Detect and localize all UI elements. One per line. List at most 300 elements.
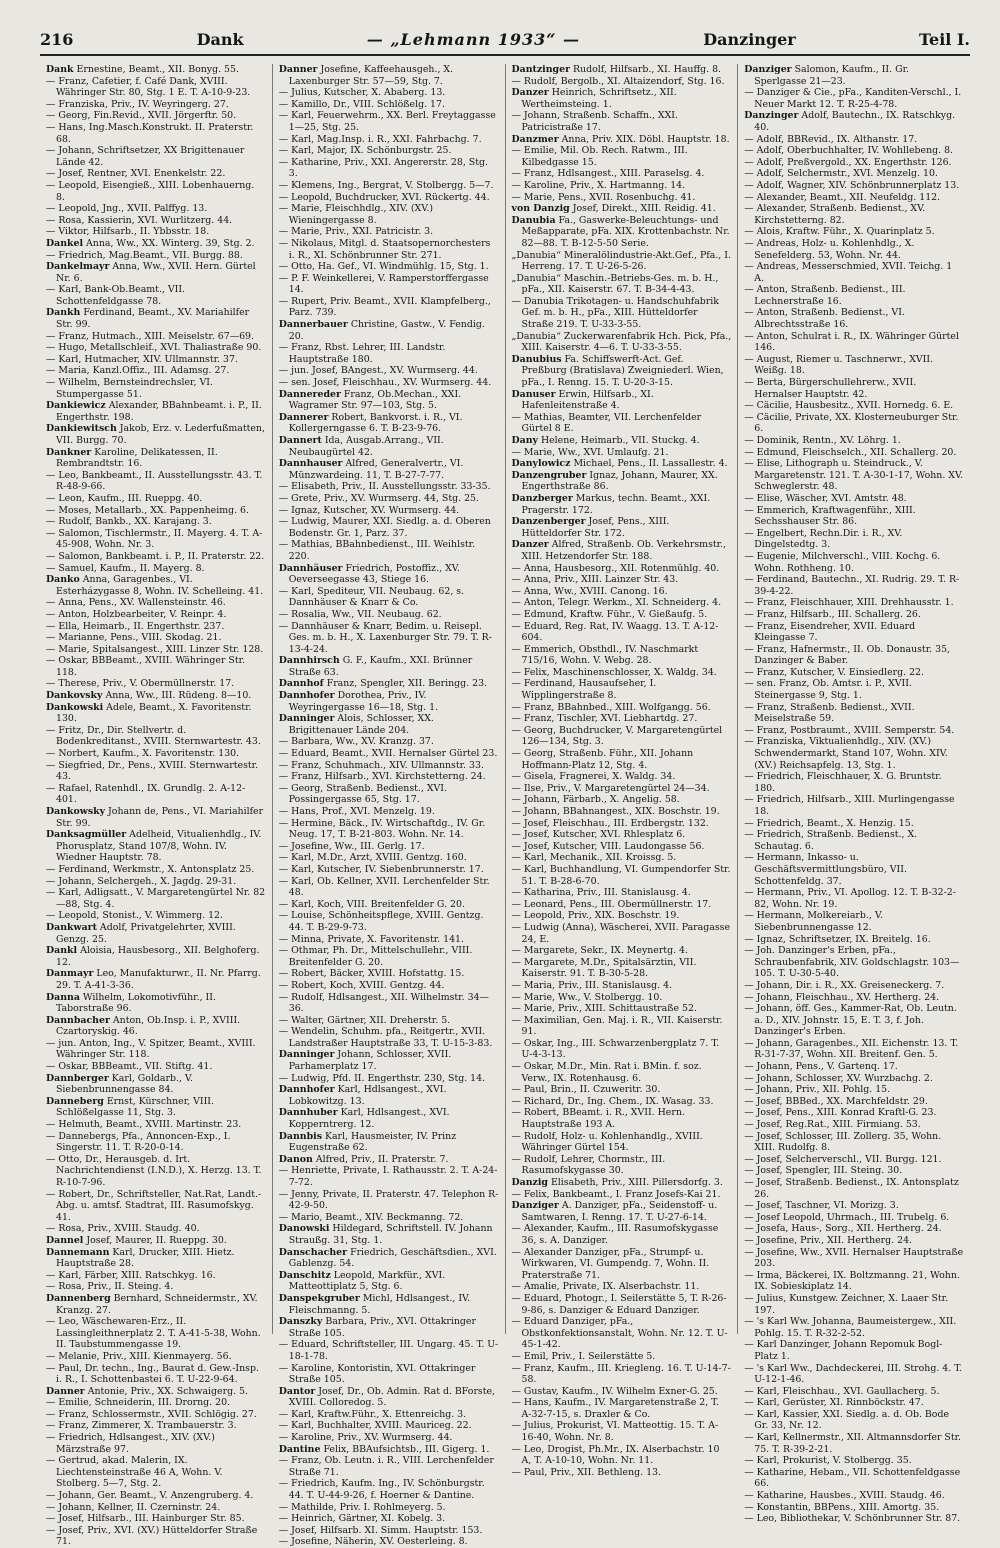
entry-surname: Danziger	[511, 1200, 559, 1212]
directory-entry	[46, 1351, 266, 1363]
entry-details: — Rudolf, Holz- u. Kohlenhandlg., XVIII. Währinger Gürtel 154.	[511, 1130, 703, 1154]
entry-details: — Friedrich, Mag.Beamt., VII. Burgg. 88.	[46, 249, 243, 261]
directory-entry	[279, 157, 499, 180]
entry-details: Alfred, Straßenb. Ob. Verkehrsmstr., XIII. Hetzendorfer Str. 188.	[521, 539, 727, 562]
directory-entry	[46, 215, 266, 227]
directory-entry	[46, 377, 266, 400]
entry-details: — Leopold, Buchdrucker, XVI. Rückertg. 44.	[278, 191, 490, 203]
directory-entry	[744, 945, 964, 980]
directory-entry	[279, 319, 499, 342]
entry-surname: Dannhofer	[278, 690, 335, 702]
directory-entry	[279, 1502, 499, 1514]
entry-surname: Danninger	[278, 713, 335, 725]
directory-entry	[744, 1467, 964, 1490]
entry-details: — Franz, Schlossermstr., XVII. Schlögig. 27.	[46, 1408, 257, 1420]
entry-details: — Franz, Straßenb. Bedienst., XVII. Meiselstraße 59.	[744, 701, 915, 725]
directory-entry	[279, 342, 499, 365]
entry-details: — Danubia Trikotagen- u. Handschuhfabrik Gef. m. b. H., pFa., XIII. Hütteldorfer Straße 219. T. U-33-3-55.	[511, 295, 719, 331]
directory-entry	[279, 481, 499, 493]
entry-surname: Danzinger	[744, 110, 799, 122]
directory-entry	[46, 470, 266, 493]
entry-details: — Viktor, Hilfsarb., II. Ybbsstr. 18.	[46, 226, 210, 238]
entry-details: Adolf, Bautechn., IX. Ratschkyg. 40.	[754, 110, 956, 133]
entry-surname: Danszky	[278, 1316, 323, 1328]
entry-details: — Friedrich, Hilfsarb., XIII. Murlingengasse 18.	[744, 794, 955, 817]
directory-entry	[744, 1131, 964, 1154]
directory-entry	[279, 1084, 499, 1107]
entry-details: — Adolf, Oberbuchhalter, IV. Wohllebeng. 8.	[744, 145, 954, 157]
entry-details: Helene, Heimarb., VII. Stuckg. 4.	[540, 435, 700, 446]
directory-entry	[279, 783, 499, 806]
directory-entry	[512, 76, 732, 88]
directory-entry	[279, 945, 499, 968]
directory-entry	[279, 876, 499, 899]
entry-surname: Dannhuber	[278, 1107, 338, 1119]
entry-details: — Karl, Buchhalter, XVIII. Mauriceg. 22.	[278, 1420, 472, 1432]
directory-entry	[512, 447, 732, 459]
directory-entry	[744, 447, 964, 459]
entry-details: — Eduard Danziger, pFa., Obstkonfektionsanstalt, Wohn. Nr. 12. T. U-45-1-42.	[511, 1316, 728, 1351]
directory-entry	[279, 621, 499, 656]
directory-entry	[279, 1432, 499, 1444]
directory-entry	[512, 910, 732, 922]
directory-entry	[46, 423, 266, 446]
entry-surname: Danspekgruber	[278, 1292, 360, 1304]
entry-details: Anna, Garagenbes., VI. Esterházygasse 8, Wohn. IV. Schelleing. 41.	[56, 574, 264, 597]
entry-surname: Dannbacher	[46, 1014, 110, 1026]
entry-details: — Helmuth, Beamt., XVIII. Martinstr. 23.	[46, 1119, 242, 1131]
entry-details: — Ella, Heimarb., II. Engerthstr. 237.	[46, 620, 225, 632]
entry-surname: Dankner	[46, 446, 92, 458]
directory-entry	[744, 110, 964, 133]
directory-entry	[46, 528, 266, 551]
entry-details: — Samuel, Kaufm., II. Mayerg. 8.	[46, 562, 205, 574]
entry-details: Adele, Beamt., X. Favoritenstr. 130.	[56, 701, 252, 725]
entry-details: — Karl, Kassier, XXI. Siedlg. a. d. Ob. Bode Gr. 33, Nr. 12.	[744, 1408, 949, 1432]
directory-entry	[279, 1444, 499, 1456]
directory-entry	[512, 539, 732, 562]
entry-details: Dorothea, Priv., IV. Weyringergasse 16—18, Stg. 1.	[288, 690, 439, 713]
entry-details: — Josef, Hilfsarb., III. Hainburger Str. 85.	[46, 1513, 245, 1525]
directory-entry	[279, 864, 499, 876]
directory-entry	[46, 168, 266, 180]
entry-details: Rudolf, Hilfsarb., XI. Hauffg. 8.	[573, 64, 722, 75]
directory-entry	[512, 1038, 732, 1061]
entry-details: Anna, Ww., XX. Winterg. 39, Stg. 2.	[86, 237, 255, 249]
directory-entry	[512, 992, 732, 1004]
header-left-word: Dank	[196, 29, 244, 49]
entry-details: — Josef, Kutscher, XVI. Rhlesplatz 6.	[511, 829, 686, 841]
directory-entry	[279, 1212, 499, 1224]
entry-details: — Johann, Färbarb., X. Angelig. 58.	[511, 794, 680, 806]
entry-surname: Dantzinger	[511, 64, 571, 75]
entry-details: — Ferdinand, Bautechn., XI. Rudrig. 29. T. R-39-4-22.	[744, 574, 960, 597]
entry-details: — Siegfried, Dr., Pens., XVIII. Sternwartestr. 43.	[46, 759, 259, 783]
entry-details: — Leopold, Stonist., V. Wimmerg. 12.	[46, 910, 224, 922]
directory-entry	[744, 597, 964, 609]
directory-entry	[512, 1351, 732, 1363]
directory-entry	[46, 725, 266, 748]
directory-entry	[279, 1015, 499, 1027]
entry-surname: Dannberger	[46, 1072, 109, 1084]
entry-details: — Franz, Tischler, XVI. Liebhartdg. 27.	[511, 713, 698, 725]
entry-details: — Emilie, Mil. Ob. Rech. Ratwm., III. Kilbedgasse 15.	[511, 145, 688, 168]
entry-details: — Karl, Spediteur, VII. Neubaug. 62, s. Dannhäuser & Knarr & Co.	[278, 585, 465, 609]
entry-details: — Anton, Straßenb. Bedienst., III. Lechnerstraße 16.	[744, 284, 906, 307]
entry-details: — Rafael, Ratenhdl., IX. Grundlg. 2. A-12-401.	[46, 782, 246, 806]
entry-details: — Georg, Straßenb. Führ., XII. Johann Hoffmann-Platz 12, Stg. 4.	[511, 748, 694, 771]
directory-entry	[744, 1270, 964, 1293]
directory-entry	[744, 829, 964, 852]
directory-entry	[46, 1015, 266, 1038]
entry-details: — Oskar, M.Dr., Min. Rat i. BMin. f. soz. Verw., IX. Rotenhausg. 6.	[511, 1061, 702, 1084]
entry-details: Franz, Ob.Mechan., XXI. Wagramer Str. 97—103, Stg. 5.	[288, 388, 462, 412]
entry-details: — jun. Josef, BAngest., XV. Wurmserg. 44.	[278, 365, 478, 377]
entry-details: — Ferdinand, Werkmstr., X. Antonsplatz 25.	[46, 863, 255, 875]
entry-details: — Johann, Straßenb. Schaffn., XXI. Patricistraße 17.	[511, 110, 678, 133]
directory-entry	[279, 980, 499, 992]
entry-details: Aloisia, Hausbesorg., XII. Belghoferg. 12.	[56, 945, 260, 968]
entry-details: — Josef, Taschner, VI. Morizg. 3.	[744, 1200, 899, 1212]
directory-entry	[46, 887, 266, 910]
directory-entry	[744, 87, 964, 110]
entry-details: — Cäcilie, Hausbesitz., XVII. Hornedg. 6. E.	[744, 400, 954, 412]
entry-details: Josef, Dr., Ob. Admin. Rat d. BForste, XVIII. Colloredog. 5.	[288, 1385, 496, 1409]
entry-details: — Barbara, Ww., XV. Kranzg. 37.	[278, 736, 434, 748]
directory-entry	[512, 435, 732, 447]
entry-surname: Dannhofer	[278, 1084, 335, 1096]
entry-surname: Danzig	[511, 1177, 548, 1188]
directory-entry	[512, 609, 732, 621]
entry-details: — Franz, Hdlsangest., XIII. Paraselsg. 4.	[511, 168, 705, 180]
entry-details: — Josef, Selcherverschl., VII. Burgg. 121.	[744, 1153, 942, 1165]
directory-entry	[744, 180, 964, 192]
directory-entry	[744, 725, 964, 737]
directory-entry	[279, 1131, 499, 1154]
entry-details: — Marie, Priv., XIII. Schittaustraße 52.	[511, 1003, 697, 1015]
directory-entry	[279, 1223, 499, 1246]
entry-details: — Marie, Ww., XVI. Umlaufg. 21.	[511, 446, 669, 458]
directory-entry	[744, 910, 964, 933]
entry-details: — Josef, Rentner, XVI. Enenkelstr. 22.	[46, 168, 226, 180]
directory-entry	[46, 505, 266, 517]
entry-details: — Johann, Fleischhau., XV. Hertherg. 24.	[744, 991, 940, 1003]
entry-details: — Franz, Hafnermstr., II. Ob. Donaustr. 35, Danzinger & Baber.	[744, 643, 951, 667]
directory-entry	[279, 1189, 499, 1212]
entry-details: Antonie, Priv., XX. Schwaigerg. 5.	[87, 1385, 248, 1397]
directory-entry	[279, 1270, 499, 1293]
directory-entry	[512, 1467, 732, 1479]
entry-details: — Franz, Hilfsarb., III. Schallerg. 26.	[744, 608, 921, 620]
directory-entry	[512, 192, 732, 204]
directory-entry	[46, 644, 266, 656]
entry-details: — Ilse, Priv., V. Margaretengürtel 24—34.	[511, 782, 710, 794]
directory-entry	[744, 1107, 964, 1119]
directory-entry	[512, 1247, 732, 1282]
entry-details: — Marie, Fleischhdlg., XIV. (XV.) Wieningergasse 8.	[278, 203, 433, 226]
directory-entry	[512, 145, 732, 168]
entry-details: Ernst, Kürschner, VIII. Schlößelgasse 11, Stg. 3.	[56, 1095, 214, 1119]
directory-entry	[46, 1073, 266, 1096]
entry-details: — Louise, Schönheitspflege, XVIII. Gentzg. 44. T. B-29-9-73.	[278, 910, 484, 933]
entry-details: — Karl, Prokurist, V. Stolbergg. 35.	[744, 1455, 912, 1467]
entry-details: — Leopold, Jng., XVII. Palffyg. 13.	[46, 203, 208, 215]
entry-details: — Johann, Schlosser, XV. Wurzbachg. 2.	[744, 1072, 933, 1084]
directory-entry	[744, 145, 964, 157]
directory-entry	[512, 864, 732, 887]
entry-details: — Kamillo, Dr., VIII. Schlößelg. 17.	[278, 98, 445, 110]
entry-surname: Dannereder	[278, 388, 341, 400]
directory-entry	[744, 505, 964, 528]
directory-entry	[46, 1119, 266, 1131]
entry-details: — Henriette, Private, I. Rathausstr. 2. T. A-24-7-72.	[278, 1165, 498, 1188]
directory-entry	[46, 331, 266, 343]
entry-details: — Karl, Kellnermstr., XII. Altmannsdorfer Str. 75. T. R-39-2-21.	[744, 1432, 962, 1455]
directory-entry	[46, 783, 266, 806]
directory-entry	[46, 574, 266, 597]
directory-column	[506, 64, 739, 1478]
entry-details: Johann, Schlosser, XVII. Parhamerplatz 17.	[288, 1049, 452, 1073]
entry-details: Karl, Hdlsangest., XVI. Kopperntrerg. 12.	[288, 1107, 450, 1131]
entry-surname: Dankh	[46, 307, 81, 319]
entry-details: — Moses, Metallarb., XX. Pappenheimg. 6.	[46, 504, 249, 516]
entry-details: Ignaz, Johann, Maurer, XX. Engerthstraße 86.	[521, 469, 718, 493]
directory-entry	[279, 493, 499, 505]
directory-entry	[46, 1096, 266, 1119]
entry-details: — Josefine, Priv., XII. Hertherg. 24.	[744, 1234, 913, 1246]
directory-entry	[512, 899, 732, 911]
directory-entry	[46, 447, 266, 470]
entry-details: — Josef, Schlosser, III. Zollerg. 35, Wohn. XIII. Rudolfg. 8.	[744, 1130, 942, 1154]
entry-surname: Dankwart	[46, 921, 97, 933]
directory-entry	[744, 609, 964, 621]
directory-entry	[46, 1420, 266, 1432]
directory-entry	[46, 864, 266, 876]
entry-details: — Gisela, Fragnerei, X. Waldg. 34.	[511, 771, 676, 783]
directory-entry	[744, 1386, 964, 1398]
directory-entry	[512, 922, 732, 945]
entry-details: Michael, Pens., II. Lassallestr. 4.	[573, 458, 728, 470]
entry-details: — Edmund, Kraftw. Führ., V. Gießaufg. 5.	[511, 608, 708, 620]
directory-entry	[512, 771, 732, 783]
entry-details: — Oskar, BBBeamt., XVIII. Währinger Str. 118.	[46, 655, 246, 678]
directory-entry	[512, 1131, 732, 1154]
directory-entry	[744, 678, 964, 701]
entry-surname: Dany	[511, 435, 538, 446]
entry-details: — Ludwig, Pfd. II. Engerthstr. 230, Stg. 14.	[278, 1072, 486, 1084]
entry-surname: Danzmer	[511, 133, 559, 145]
directory-entry	[279, 806, 499, 818]
directory-entry	[46, 992, 266, 1015]
directory-entry	[279, 1154, 499, 1166]
directory-entry	[512, 1397, 732, 1420]
directory-entry	[279, 713, 499, 736]
entry-surname: Dannhauser	[278, 458, 343, 470]
entry-details: — Hans, Ing.Masch.Konstrukt. II. Praterstr. 68.	[46, 121, 254, 145]
entry-details: Hildegard, Schriftstell. IV. Johann Straußg. 31, Stg. 1.	[288, 1223, 493, 1246]
directory-entry	[46, 516, 266, 528]
directory-entry	[744, 621, 964, 644]
entry-details: — Friedrich, Fleischhauer, X. G. Bruntstr. 180.	[744, 771, 942, 794]
directory-entry	[744, 644, 964, 667]
entry-surname: Dankelmayr	[46, 261, 110, 273]
directory-entry	[512, 1293, 732, 1316]
directory-entry	[46, 910, 266, 922]
entry-details: — Maria, Priv., III. Stanislausg. 4.	[511, 979, 673, 991]
directory-entry	[512, 783, 732, 795]
entry-details: — Gustav, Kaufm., IV. Wilhelm Exner-G. 25.	[511, 1385, 718, 1397]
entry-details: — Therese, Priv., V. Obermüllnerstr. 17.	[46, 678, 235, 690]
entry-details: — Robert, Koch, XVIII. Gentzg. 44.	[278, 979, 445, 991]
entry-details: — Karl, Gerüster, XI. Rinnböckstr. 47.	[744, 1397, 924, 1409]
entry-details: — Konstantin, BBPens., XIII. Amortg. 35.	[744, 1501, 940, 1513]
entry-details: — Grete, Priv., XV. Wurmserg. 44, Stg. 25.	[278, 492, 479, 504]
entry-details: — Karl, Bank-Ob.Beamt., VII. Schottenfeldgasse 78.	[46, 284, 186, 307]
directory-entry	[744, 992, 964, 1004]
entry-details: — Fritz, Dr., Dir. Stellvertr. d. Bodenkreditanst., XVIII. Sternwartestr. 43.	[46, 724, 261, 748]
directory-entry	[744, 702, 964, 725]
entry-details: — Karl, Färber, XIII. Ratschkyg. 16.	[46, 1269, 216, 1281]
directory-entry	[512, 563, 732, 575]
entry-details: — Otto, Ha. Gef., VI. Windmühlg. 15, Stg. 1.	[278, 261, 489, 273]
directory-entry	[46, 678, 266, 690]
entry-details: Karoline, Delikatessen, II. Rembrandtstr. 16.	[56, 446, 218, 470]
directory-entry	[512, 1316, 732, 1351]
directory-column	[40, 64, 273, 1548]
directory-entry	[46, 621, 266, 633]
entry-details: — Mathias, BBahnbedienst., III. Weihlstr. 220.	[278, 539, 476, 562]
directory-entry	[744, 794, 964, 817]
directory-entry	[279, 261, 499, 273]
directory-entry	[744, 1073, 964, 1085]
entry-details: — Eduard, Photogr., I. Seilerstätte 5, T. R-26-9-86, s. Danziger & Eduard Danziger.	[511, 1292, 727, 1316]
entry-details: — Josef, Reg.Rat., XIII. Firmiang. 53.	[744, 1119, 921, 1131]
directory-entry	[512, 1363, 732, 1386]
entry-details: — Alexander, Kaufm., III. Rasumofskygasse 36, s. A. Danziger.	[511, 1223, 719, 1246]
entry-details: — Margarete, Sekr., IX. Meynertg. 4.	[511, 945, 688, 957]
entry-surname: Dannhirsch	[278, 655, 340, 667]
entry-details: Karl, Hausmeister, IV. Prinz Eugenstraße 62.	[288, 1130, 457, 1154]
entry-details: — Leopold, Priv., XIX. Boschstr. 19.	[511, 910, 680, 922]
directory-entry	[279, 365, 499, 377]
directory-entry	[46, 702, 266, 725]
entry-details: — Alexander, Straßenb. Bedienst., XV. Kirchstetterng. 82.	[744, 203, 926, 226]
page-header	[40, 28, 970, 56]
entry-details: — Leo, Wäschewaren-Erz., II. Lassingleithnerplatz 2. T. A-41-5-38, Wohn. II. Taubstummengasse 19.	[46, 1316, 261, 1351]
entry-details: — Franziska, Priv., IV. Weyringerg. 27.	[46, 98, 229, 110]
entry-details: — Paul, Dr. techn., Ing., Baurat d. Gew.-Insp. i. R., I. Schottenbastei 6. T. U-22-9-64.	[46, 1362, 259, 1386]
directory-entry	[512, 110, 732, 133]
directory-entry	[744, 307, 964, 330]
directory-entry	[744, 1084, 964, 1096]
entry-details: — Ignaz, Kutscher, XV. Wurmserg. 44.	[278, 504, 460, 516]
entry-details: — Franz, Hutmach., XIII. Meiselstr. 67—69.	[46, 330, 255, 342]
entry-details: — Friedrich, Straßenb. Bedienst., X. Schautag. 6.	[744, 829, 918, 852]
entry-details: Adelheid, Vitualienhdlg., IV. Phorusplatz, Stand 107/8, Wohn. IV. Wiedner Hauptstr. 78.	[56, 829, 262, 864]
entry-details: — Friedrich, Beamt., X. Henzig. 15.	[744, 817, 914, 829]
entry-details: — Johann, Selchergeh., X. Jagdg. 29-31.	[46, 875, 237, 887]
entry-details: — Gertrud, akad. Malerin, IX. Liechtensteinstraße 46 A, Wohn. V. Stolberg. 5—7, Stg. 2.	[46, 1455, 223, 1490]
entry-details: — Rudolf, Hdlsangest., XII. Wilhelmstr. 34—36.	[278, 991, 489, 1015]
directory-entry	[512, 180, 732, 192]
directory-entry	[512, 203, 732, 215]
directory-entry	[512, 945, 732, 957]
directory-entry	[279, 458, 499, 481]
entry-details: — Klemens, Ing., Bergrat, V. Stolbergg. 5—7.	[278, 179, 494, 191]
entry-details: Friedrich, Geschäftsdien., XVI. Gablenzg. 54.	[288, 1246, 497, 1270]
directory-entry	[744, 1432, 964, 1455]
entry-details: — Adolf, Wagner, XIV. Schönbrunnerplatz 13.	[744, 179, 960, 191]
entry-details: — Leo, Bibliothekar, V. Schönbrunner Str. 87.	[744, 1513, 961, 1525]
directory-entry	[46, 1386, 266, 1398]
directory-entry	[46, 238, 266, 250]
directory-entry	[279, 134, 499, 146]
directory-entry	[46, 110, 266, 122]
entry-details: — Elise, Wäscher, XVI. Amtstr. 48.	[744, 492, 907, 504]
entry-details: — Franz, Kaufm., III. Kriegleng. 16. T. U-14-7-58.	[511, 1362, 731, 1386]
entry-details: — Josef, Spengler, III. Steing. 30.	[744, 1165, 903, 1177]
entry-surname: Danylowicz	[511, 458, 571, 470]
entry-details: — Irma, Bäckerei, IX. Boltzmanng. 21, Wohn. IX. Sobieskiplatz 14.	[744, 1269, 960, 1293]
entry-details: Alfred, Priv., II. Praterstr. 7.	[315, 1153, 449, 1165]
directory-entry	[46, 1038, 266, 1061]
directory-entry	[46, 307, 266, 330]
entry-details: — Salomon, Bankbeamt. i. P., II. Praterstr. 22.	[46, 550, 265, 562]
directory-entry	[279, 180, 499, 192]
entry-details: Wilhelm, Lokomotivführ., II. Taborstraße 96.	[56, 991, 216, 1015]
entry-surname: Danna	[46, 991, 80, 1003]
entry-details: — Julius, Prokurist, VI. Matteottig. 15. T. A-16-40, Wohn. Nr. 8.	[511, 1420, 719, 1444]
entry-details: Fa. Schiffswerft-Act. Gef. Preßburg (Bratislava) Zweigniederl. Wien, pFa., I. Renng. 15. T. U-20-3-15.	[521, 353, 724, 389]
entry-details: — Elisabeth, Priv., II. Ausstellungsstr. 33-35.	[278, 481, 491, 493]
directory-entry	[744, 1061, 964, 1073]
entry-details: — jun. Anton, Ing., V. Spitzer, Beamt., XVIII. Währinger Str. 118.	[46, 1037, 256, 1061]
entry-surname: Danon	[278, 1153, 313, 1165]
entry-details: — Rosa, Priv., II. Steing. 4.	[46, 1281, 174, 1293]
entry-details: Salomon, Kaufm., II. Gr. Sperlgasse 21—23.	[754, 64, 910, 87]
directory-entry	[744, 284, 964, 307]
entry-details: Anna, Ww., XVII. Hern. Gürtel Nr. 6.	[56, 261, 256, 284]
directory-entry	[744, 1513, 964, 1525]
entry-details: — Josefine, Ww., XVII. Hernalser Hauptstraße 203.	[744, 1246, 964, 1270]
directory-entry	[744, 1235, 964, 1247]
directory-entry	[512, 678, 732, 701]
entry-details: — Karl Danzinger, Johann Repomuk Bogl-Platz 1.	[744, 1339, 943, 1362]
directory-entry	[46, 99, 266, 111]
directory-entry	[744, 238, 964, 261]
directory-entry	[744, 458, 964, 493]
directory-entry	[512, 1200, 732, 1223]
directory-entry	[744, 1154, 964, 1166]
directory-entry	[279, 110, 499, 133]
entry-details: — Wilhelm, Bernsteindrechsler, VI. Stumpergasse 51.	[46, 377, 213, 400]
entry-surname: Danko	[46, 574, 80, 586]
entry-surname: Dantine	[278, 1443, 321, 1455]
directory-entry	[744, 168, 964, 180]
directory-entry	[744, 400, 964, 412]
directory-entry	[512, 957, 732, 980]
directory-entry	[512, 1444, 732, 1467]
directory-entry	[279, 586, 499, 609]
entry-details: — Karl, Mag.Insp. i. R., XXI. Fahrbachg. 7.	[278, 133, 482, 145]
entry-details: — August, Riemer u. Taschnerwr., XVII. Weißg. 18.	[744, 353, 934, 377]
entry-details: — Johann, BBahnangest., XIX. Boschstr. 19.	[511, 806, 720, 817]
directory-entry	[46, 1397, 266, 1409]
entry-details: — Rudolf, Lehrer, Chormstr., III. Rasumofskygasse 30.	[511, 1153, 666, 1177]
entry-details: — Emmerich, Obsthdl., IV. Naschmarkt 715/16, Wohn. V. Webg. 28.	[511, 643, 699, 667]
directory-entry	[744, 192, 964, 204]
directory-entry	[279, 1478, 499, 1501]
